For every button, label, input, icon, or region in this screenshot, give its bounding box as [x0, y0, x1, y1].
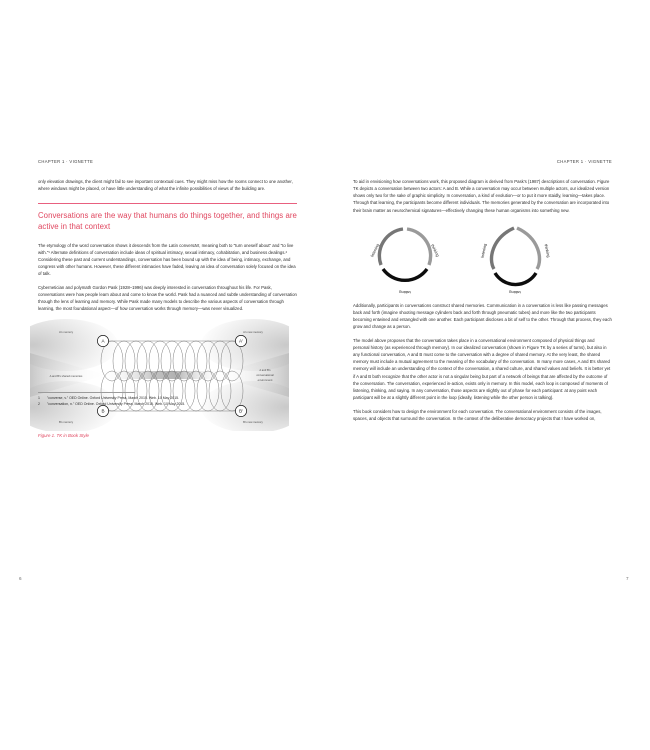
figure-label-a-new-memory: A's new memory	[243, 331, 263, 335]
ring-label-listening-right: listening	[479, 242, 488, 258]
figure-caption: Figure 1. TK in Book Style	[38, 433, 90, 439]
svg-text:A: A	[101, 339, 105, 345]
page-number-right: 7	[626, 576, 629, 581]
ring-label-thinking-left: thinking	[430, 242, 441, 258]
left-page	[0, 160, 325, 620]
footnote-item	[38, 402, 297, 408]
figure-node-a-prime	[235, 336, 246, 347]
figure-label-b-memory: B's memory	[58, 421, 74, 425]
footnote-number: 2	[38, 401, 40, 406]
ring-label-talking-right: talking	[509, 289, 521, 295]
figure-node-b-prime	[235, 406, 246, 417]
footnote-text: "converse, v." OED Online. Oxford University Press, March 2015. Web. 10 May 2015.	[47, 396, 180, 400]
right-paragraph-intro: To aid in envisioning how conversations work, this proposed diagram is derived from Pask's (1987) descriptions of conversation. Figure TK depicts a conversation between two actors: A and B. While a conversation may occur between multiple actors, our idealized version shows only two for the sake of graphic simplicity. In conversation, a kind of evolution—or to put it more staidly, learning—takes place. Through that learning, the participants become different individuals. The memories generated by the conversation are incorporated into their brain matter as neurochemical signatures—effectively changing these human organisms into something new.	[353, 179, 610, 213]
left-paragraph-etymology: The etymology of the word conversation shows it descends from the Latin conversārī, meaning both to "turn oneself about" and "to live with."¹ Alternate definitions of conversation include ideas of spiritual intimacy, sexual intimacy, cohabitation, and business dealings.² Considering these past and current understandings, conversation has been bound up with the idea of being, intimacy, exchange, and congress with other humans. However, these different intimacies have faded, leaving an idea of conversation solely focused on the idea of talk.	[38, 242, 296, 276]
running-head-right: CHAPTER 1 · VIGNETTE	[556, 159, 612, 164]
svg-text:A': A'	[239, 339, 243, 345]
figure-label-conv-env-2: conversational	[256, 374, 274, 378]
figure-label-conv-env-1: A and B's	[259, 369, 271, 373]
footnote-number: 1	[38, 396, 40, 400]
svg-text:B': B'	[239, 409, 243, 415]
ring-diagram-lens	[480, 228, 552, 295]
ring-label-thinking-right: thinking	[543, 243, 552, 258]
figure-node-b	[97, 406, 108, 417]
footnote-text: "conversation, n." OED Online. Oxford University Press, March 2015. Web. 10 May 2015.	[47, 401, 186, 406]
section-heading: Conversations are the way that humans do things together, and things are active in that context	[38, 211, 297, 232]
right-paragraph-book-considers: This book considers how to design the environment for each conversation. The conversational environment consists of the images, spaces, and objects that surround the conversation. In the context of the deliberative democracy projects that I have worked on,	[353, 408, 602, 421]
figure-conversation-loops	[30, 319, 289, 431]
figure-label-a-memory: A's memory	[58, 331, 74, 335]
ring-label-talking-left: talking	[399, 289, 411, 295]
left-paragraph-intro: only elevation drawings, the client might fail to see important contextual cues. They might miss how the rooms connect to one another, where windows might be placed, or have little understanding of what the infinite possibilities of views of the building are.	[38, 179, 293, 192]
footnotes-block	[38, 392, 297, 407]
figure-label-b-new-memory: B's new memory	[243, 421, 263, 425]
ring-label-listening-left: listening	[369, 242, 381, 258]
footnote-rule	[38, 392, 135, 393]
running-head-left: CHAPTER 1 · VIGNETTE	[38, 159, 94, 164]
ring-diagram-circle	[369, 229, 440, 295]
figure-conversation-rings	[367, 221, 580, 295]
left-paragraph-pask: Cybernetician and polymath Gordon Pask (1928–1996) was deeply interested in conversation throughout his life. For Pask, conversations were how people learn about and come to know the world. Pask had a nuanced and subtle understanding of conversation through the lens of learning and memory. While Pask made many models to describe the various aspects of conversation through learning, the most foundational aspect—of how conversation works through memory—was never visualized.	[38, 285, 297, 312]
section-divider-rule	[38, 203, 297, 204]
svg-text:B: B	[101, 409, 105, 415]
page-number-left: 6	[19, 576, 22, 581]
figure-label-conv-env-3: environment	[257, 379, 273, 383]
figure-label-shared-memories: A and B's shared memories	[49, 375, 83, 379]
right-paragraph-shared-memories: Additionally, participants in conversations construct shared memories. Communication in a conversation is less like passing messages back and forth (imagine shooting message cylinders back and forth through pneumatic tubes) and more like the two participants becoming entwined and entangled with one another. Each participant discloses a bit of self to the other. Through that process, they each grow and change as a person.	[353, 302, 612, 329]
right-page	[325, 160, 650, 620]
figure-node-a	[97, 336, 108, 347]
right-paragraph-model: The model above proposes that the conversation takes place in a conversational environment composed of physical things and personal history (as experienced through memory). In our idealized conversation (shown in Figure TK by a series of turns), but also in any functional conversation, A and B must come to the conversation with a degree of shared memory. At the very least, the shared memory must include a mutual agreement to the meaning of the vocabulary of the conversation. In many more cases, A and B's shared memory will include an understanding of the context of the conversation, a shared culture, and shared values and beliefs. It is better yet if A and B both recognize that the other actor is not a singular being but part of a network of beings that are affected by the outcome of the conversation. The conversation, experienced in-action, exists only in memory. In this model, each loop is composed of moments of listening, thinking, and saying. In any conversation, those aspects are slightly out of phase for each participant: at any point each participant will be at a slightly different point in the loop (ideally, listening while the other person is talking).	[353, 338, 611, 400]
